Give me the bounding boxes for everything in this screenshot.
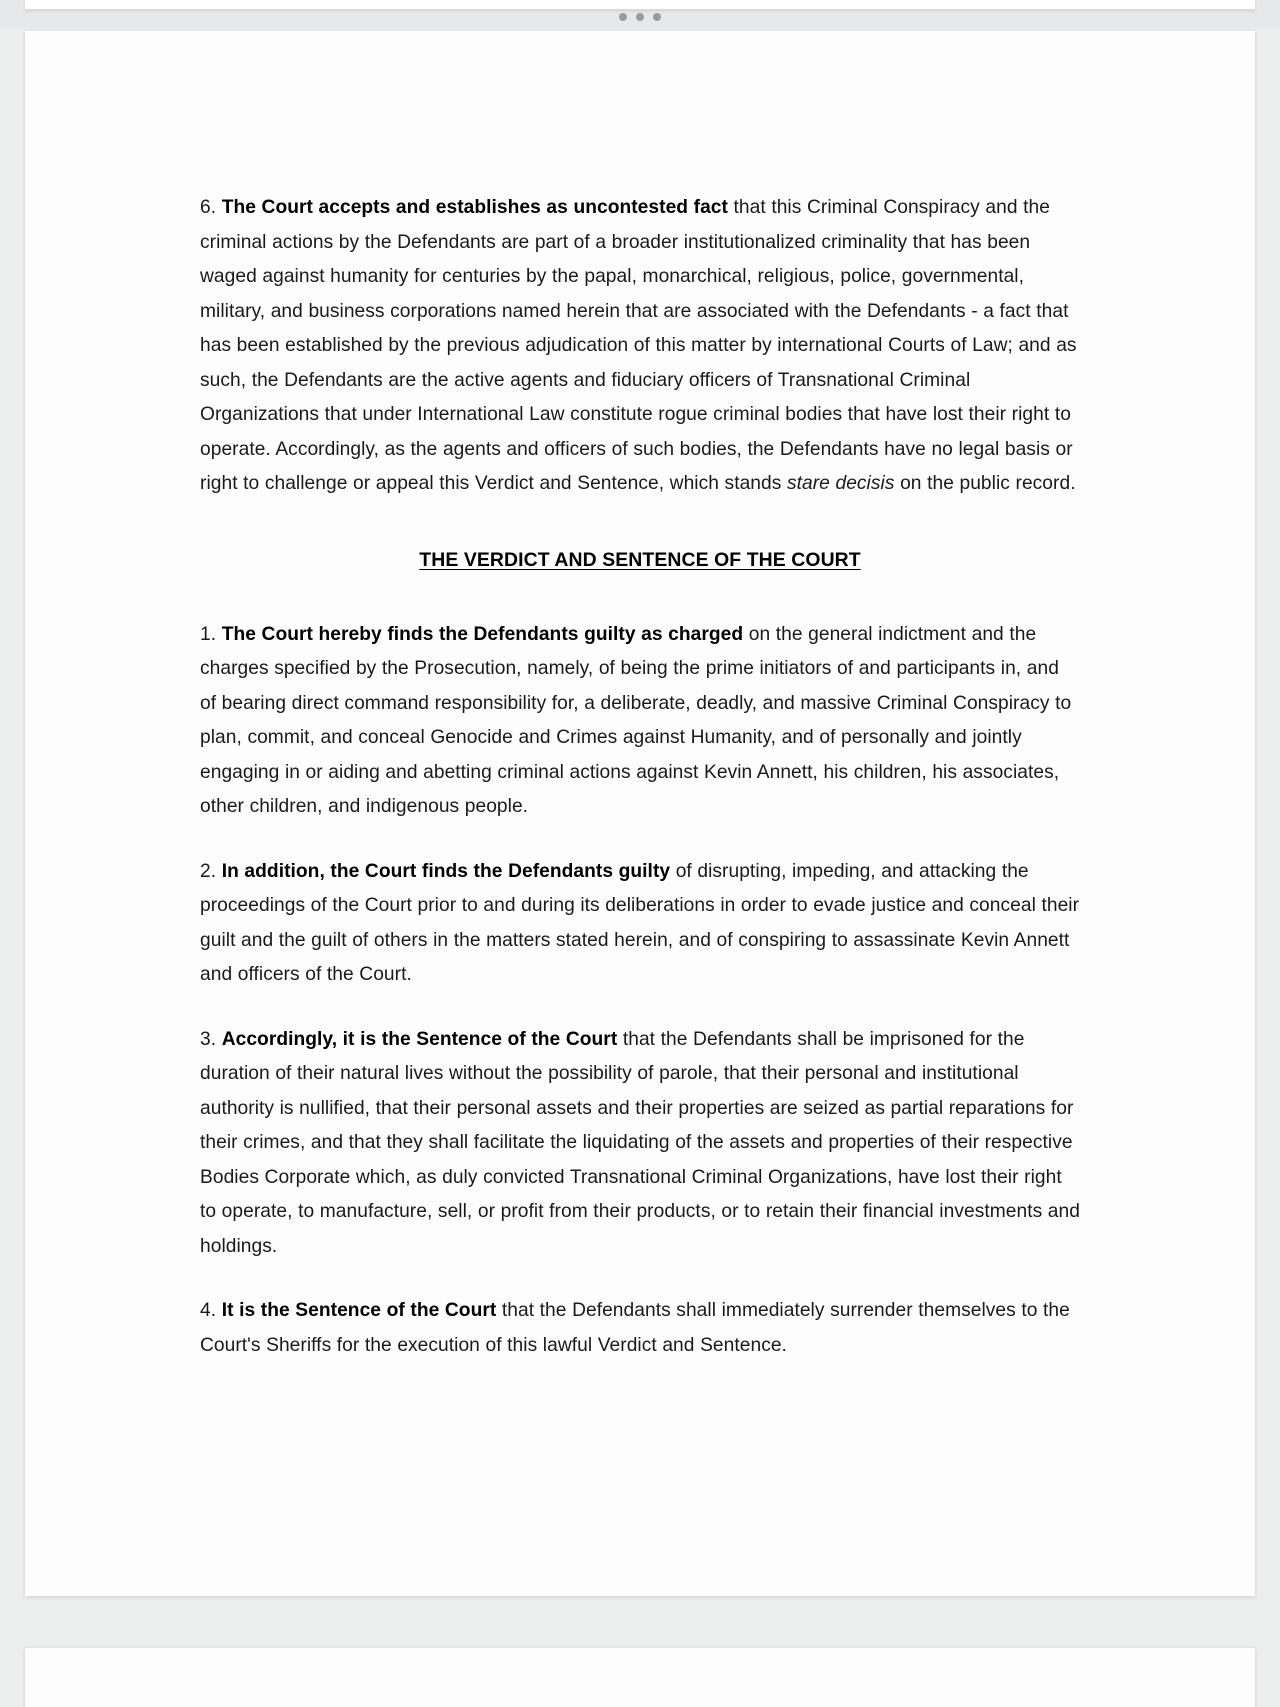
- paragraph-6-italic-term: stare decisis: [786, 473, 895, 494]
- paragraph-6-number: 6.: [200, 197, 217, 218]
- paragraph-1-body: on the general indictment and the charges specified by the Prosecution, namely, of being the prime initiators of and participants in, and of bearing direct command responsibility for, a deliberate, deadly, and massive Criminal Conspiracy to plan, commit, and conceal Genocide and Crimes against Humanity, and of personally and jointly engaging in or aiding and abetting criminal actions against Kevin Annett, his children, his associates, other children, and indigenous people.: [200, 623, 1072, 817]
- page-separator-top: [0, 0, 1280, 28]
- paragraph-2-number: 2.: [200, 860, 217, 882]
- paragraph-3-number: 3.: [200, 1028, 217, 1050]
- page-content: [25, 31, 1255, 1573]
- document-page-next[interactable]: [25, 1648, 1255, 1707]
- section-heading: THE VERDICT AND SENTENCE OF THE COURT: [419, 548, 861, 571]
- paragraph-2: [200, 855, 1080, 993]
- paragraph-3-body: that the Defendants shall be imprisoned for the duration of their natural lives without the possibility of parole, that their personal and institutional authority is nullified, that their personal assets and their properties are seized as partial reparations for their crimes, and that they shall facilitate the liquidating of the assets and properties of their respective Bodies Corporate which, as duly convicted Transnational Criminal Organizations, have lost their right to operate, to manufacture, sell, or profit from their products, or to retain their financial investments and holdings.: [200, 1028, 1080, 1257]
- paragraph-6-lead: The Court accepts and establishes as uncontested fact: [221, 197, 728, 218]
- grabber-dot-icon: [619, 13, 627, 21]
- document-page[interactable]: [25, 31, 1255, 1596]
- paragraph-6-tail: on the public record.: [894, 473, 1076, 494]
- paragraph-6: [200, 191, 1080, 502]
- grabber-dot-icon: [653, 13, 661, 21]
- paragraph-4-body: that the Defendants shall immediately surrender themselves to the Court's Sheriffs for the execution of this lawful Verdict and Sentence.: [200, 1300, 1070, 1356]
- paragraph-2-lead: In addition, the Court finds the Defendants guilty: [221, 860, 671, 882]
- paragraph-4-number: 4.: [200, 1300, 217, 1321]
- page-grabber-handle[interactable]: [619, 13, 661, 21]
- paragraph-6-body: that this Criminal Conspiracy and the criminal actions by the Defendants are part of a broader institutionalized criminality that has been waged against humanity for centuries by the papal, monarchical, religious, police, governmental, military, and business corporations named herein that are associated with the Defendants - a fact that has been established by the previous adjudication of this matter by international Courts of Law; and as such, the Defendants are the active agents and fiduciary officers of Transnational Criminal Organizations that under International Law constitute rogue criminal bodies that have lost their right to operate. Accordingly, as the agents and officers of such bodies, the Defendants have no legal basis or right to challenge or appeal this Verdict and Sentence, which stands: [200, 197, 1077, 494]
- paragraph-4: [200, 1294, 1080, 1363]
- paragraph-1-number: 1.: [200, 623, 217, 645]
- paragraph-1-lead: The Court hereby finds the Defendants guilty as charged: [221, 623, 744, 645]
- paragraph-4-lead: It is the Sentence of the Court: [221, 1300, 497, 1321]
- page-bottom-margin: [200, 1393, 1080, 1573]
- paragraph-1: [200, 618, 1080, 825]
- paragraph-2-body: of disrupting, impeding, and attacking the proceedings of the Court prior to and during its deliberations in order to evade justice and conceal their guilt and the guilt of others in the matters stated herein, and of conspiring to assassinate Kevin Annett and officers of the Court.: [200, 860, 1080, 985]
- grabber-dot-icon: [636, 13, 644, 21]
- paragraph-3-lead: Accordingly, it is the Sentence of the Court: [221, 1028, 618, 1050]
- paragraph-3: [200, 1023, 1080, 1265]
